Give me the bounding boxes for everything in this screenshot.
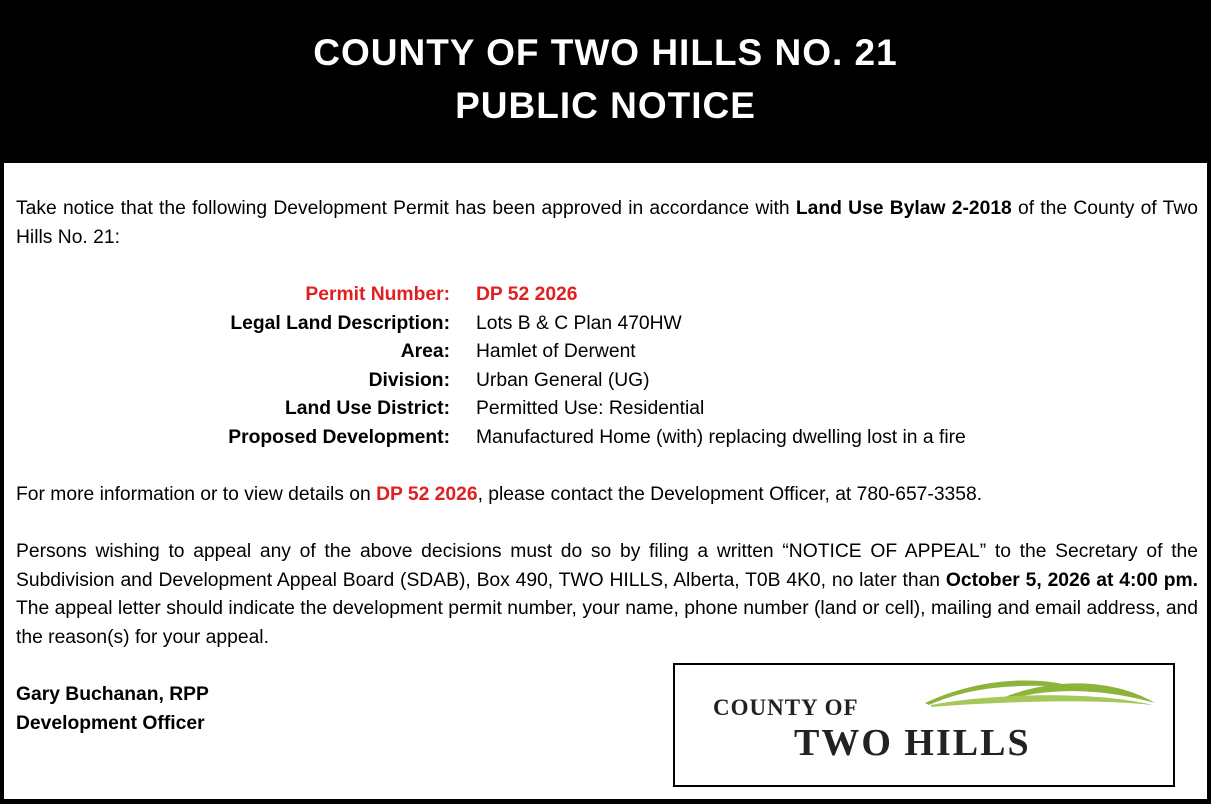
district-label: Land Use District: bbox=[285, 398, 450, 419]
signature-block bbox=[16, 680, 209, 738]
division-value: Urban General (UG) bbox=[476, 369, 650, 391]
info-text: For more information or to view details on bbox=[16, 484, 377, 505]
signature-name: Gary Buchanan, RPP bbox=[16, 684, 209, 705]
development-label: Proposed Development: bbox=[228, 426, 450, 448]
detail-row-district bbox=[4, 395, 1207, 424]
detail-row-area bbox=[4, 338, 1207, 367]
county-logo bbox=[673, 663, 1175, 787]
division-label: Division: bbox=[368, 369, 450, 391]
detail-row-development bbox=[4, 424, 1207, 453]
intro-text-end: of the County of Two Hills No. 21: bbox=[16, 198, 1198, 248]
permit-details bbox=[4, 281, 1207, 452]
permit-reference: DP 52 2026 bbox=[376, 484, 478, 505]
appeal-paragraph bbox=[16, 538, 1198, 652]
legal-land-label: Legal Land Description: bbox=[230, 312, 450, 334]
notice-body bbox=[4, 163, 1207, 799]
detail-row-division bbox=[4, 367, 1207, 396]
bylaw-reference: Land Use Bylaw 2-2018 bbox=[795, 198, 1012, 219]
signature-title: Development Officer bbox=[16, 713, 205, 734]
permit-number-value: DP 52 2026 bbox=[476, 284, 578, 305]
logo-text-line2: TWO HILLS bbox=[794, 722, 1031, 764]
appeal-text: Persons wishing to appeal any of the above decisions must do so by filing a written “NOTICE OF APPEAL” to the Secretary of the Subdivision and Development Appeal Board (SDAB), Box 490, TWO HILLS, Alberta, T0B 4K0, no later than bbox=[16, 541, 1198, 591]
detail-row-legal-land bbox=[4, 310, 1207, 339]
info-text-end: , please contact the Development Officer, at 780-657-3358. bbox=[477, 484, 983, 505]
notice-header bbox=[0, 0, 1211, 163]
district-value: Permitted Use: Residential bbox=[476, 398, 705, 419]
appeal-text-end: The appeal letter should indicate the development permit number, your name, phone number (land or cell), mailing and email address, and the reason(s) for your appeal. bbox=[16, 598, 1198, 648]
logo-text-line1: COUNTY OF bbox=[713, 695, 859, 720]
header-subtitle: PUBLIC NOTICE bbox=[455, 85, 756, 126]
area-label: Area: bbox=[400, 341, 450, 362]
appeal-deadline: October 5, 2026 at 4:00 pm. bbox=[945, 569, 1199, 591]
area-value: Hamlet of Derwent bbox=[476, 341, 636, 362]
development-value: Manufactured Home (with) replacing dwelling lost in a fire bbox=[476, 426, 966, 448]
header-title: COUNTY OF TWO HILLS NO. 21 bbox=[313, 32, 898, 73]
intro-text: Take notice that the following Development Permit has been approved in accordance with bbox=[16, 198, 796, 219]
detail-row-permit-number bbox=[4, 281, 1207, 310]
legal-land-value: Lots B & C Plan 470HW bbox=[476, 312, 682, 334]
info-paragraph bbox=[16, 481, 1198, 510]
intro-paragraph bbox=[16, 195, 1198, 252]
permit-number-label: Permit Number: bbox=[305, 284, 450, 305]
